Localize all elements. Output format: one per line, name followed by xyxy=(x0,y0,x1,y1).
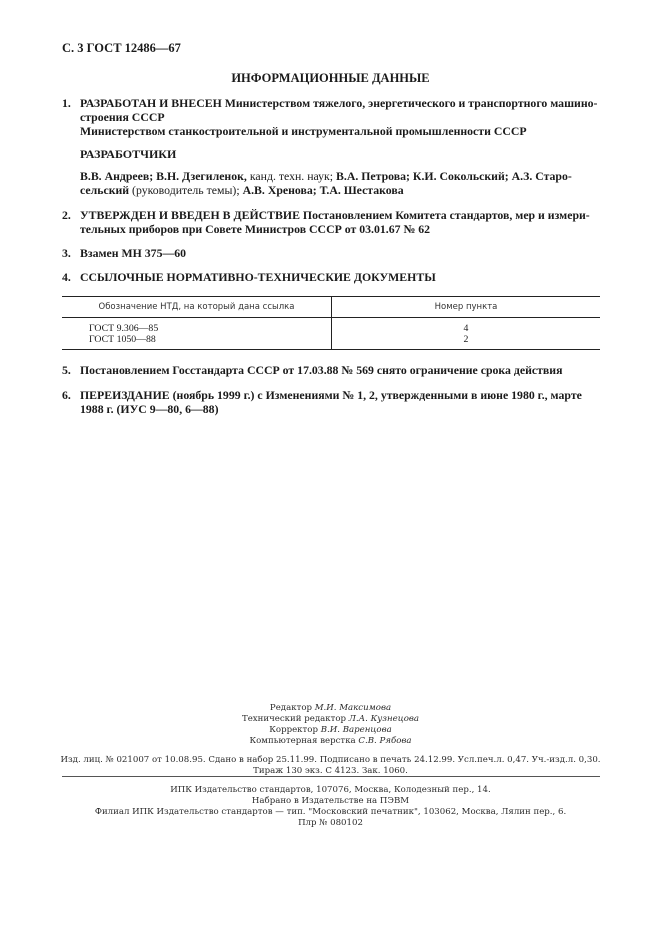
table-header-point: Номер пункта xyxy=(434,302,498,312)
imprint-editor-name: М.И. Максимова xyxy=(314,703,392,713)
item-2-line2: тельных приборов при Совете Министров СССР от 03.01.67 № 62 xyxy=(80,222,431,236)
imprint-printer: Филиал ИПК Издательство стандартов — тип. "Московский печатник", 103062, Москва, Лялин пер., 6. xyxy=(94,807,567,817)
table-row xyxy=(62,334,600,345)
item-1-lead: РАЗРАБОТАН И ВНЕСЕН xyxy=(80,96,222,110)
imprint-editor-label: Редактор xyxy=(269,703,315,713)
item-1-number: 1. xyxy=(62,96,71,110)
imprint-divider xyxy=(62,776,600,777)
table-cell-document: ГОСТ 1050—88 xyxy=(89,334,156,345)
table-cell-document: ГОСТ 9.306—85 xyxy=(89,323,159,334)
item-4-text: ССЫЛОЧНЫЕ НОРМАТИВНО-ТЕХНИЧЕСКИЕ ДОКУМЕНТЫ xyxy=(80,270,436,284)
table-header-document: Обозначение НТД, на который дана ссылка xyxy=(98,302,295,312)
imprint-layout xyxy=(0,736,661,747)
item-5-number: 5. xyxy=(62,363,71,377)
developers-degree: канд. техн. наук; xyxy=(246,169,336,183)
imprint-editor xyxy=(0,703,661,714)
developers-list xyxy=(80,169,600,197)
page-title: ИНФОРМАЦИОННЫЕ ДАННЫЕ xyxy=(231,71,430,85)
imprint-tech-label: Технический редактор xyxy=(241,714,349,724)
developers-role: (руководитель темы); xyxy=(129,183,243,197)
item-4-number: 4. xyxy=(62,270,71,284)
imprint-layout-name: С.В. Рябова xyxy=(358,736,412,746)
item-1-rest: Министерством тяжелого, энергетического и транспортного машино- xyxy=(221,96,598,110)
imprint-layout-label: Компьютерная верстка xyxy=(249,736,359,746)
imprint-print-run: Тираж 130 экз. С 4123. Зак. 1060. xyxy=(253,766,408,776)
imprint-publisher: ИПК Издательство стандартов, 107076, Москва, Колодезный пер., 14. xyxy=(170,785,491,795)
developers-names-3: сельский xyxy=(80,183,130,197)
imprint-license: Плр № 080102 xyxy=(298,818,363,828)
table-bottom-rule xyxy=(62,349,600,350)
item-2-number: 2. xyxy=(62,208,71,222)
item-1-line3: Министерством станкостроительной и инструментальной промышленности СССР xyxy=(80,124,527,138)
imprint-typeset: Набрано в Издательстве на ПЭВМ xyxy=(251,796,410,806)
item-6-line2: 1988 г. (ИУС 9—80, 6—88) xyxy=(80,402,219,416)
item-2-rest: Постановлением Комитета стандартов, мер и измери- xyxy=(299,208,590,222)
table-cell-point: 4 xyxy=(463,323,469,334)
item-1-line2: строения СССР xyxy=(80,110,165,124)
item-2-lead: УТВЕРЖДЕН И ВВЕДЕН В ДЕЙСТВИЕ xyxy=(80,208,300,222)
imprint-license-line: Изд. лиц. № 021007 от 10.08.95. Сдано в набор 25.11.99. Подписано в печать 24.12.99. Усл.печ.л. 0,47. Уч.-изд.л. 0,30. xyxy=(60,755,601,765)
table-cell-point: 2 xyxy=(463,334,469,345)
developers-names-2: В.А. Петрова; К.И. Сокольский; А.З. Старо- xyxy=(336,169,572,183)
imprint-tech-editor xyxy=(0,714,661,725)
item-3-number: 3. xyxy=(62,246,71,260)
page-header: С. 3 ГОСТ 12486—67 xyxy=(62,41,181,55)
item-6-number: 6. xyxy=(62,388,71,402)
item-5-text: Постановлением Госстандарта СССР от 17.03.88 № 569 снято ограничение срока действия xyxy=(80,363,563,377)
imprint-corrector-label: Корректор xyxy=(269,725,321,735)
reference-documents-table xyxy=(62,296,600,350)
developers-heading: РАЗРАБОТЧИКИ xyxy=(80,147,177,161)
imprint-corrector-name: В.И. Варенцова xyxy=(320,725,392,735)
developers-names-4: А.В. Хренова; Т.А. Шестакова xyxy=(242,183,404,197)
imprint-tech-name: Л.А. Кузнецова xyxy=(348,714,420,724)
table-row xyxy=(62,323,600,334)
developers-names-1: В.В. Андреев; В.Н. Дзегиленок, xyxy=(80,169,247,183)
imprint-corrector xyxy=(0,725,661,736)
item-6-line1: ПЕРЕИЗДАНИЕ (ноябрь 1999 г.) с Изменениями № 1, 2, утвержденными в июне 1980 г., марте xyxy=(80,388,582,402)
item-3-text: Взамен МН 375—60 xyxy=(80,246,187,260)
